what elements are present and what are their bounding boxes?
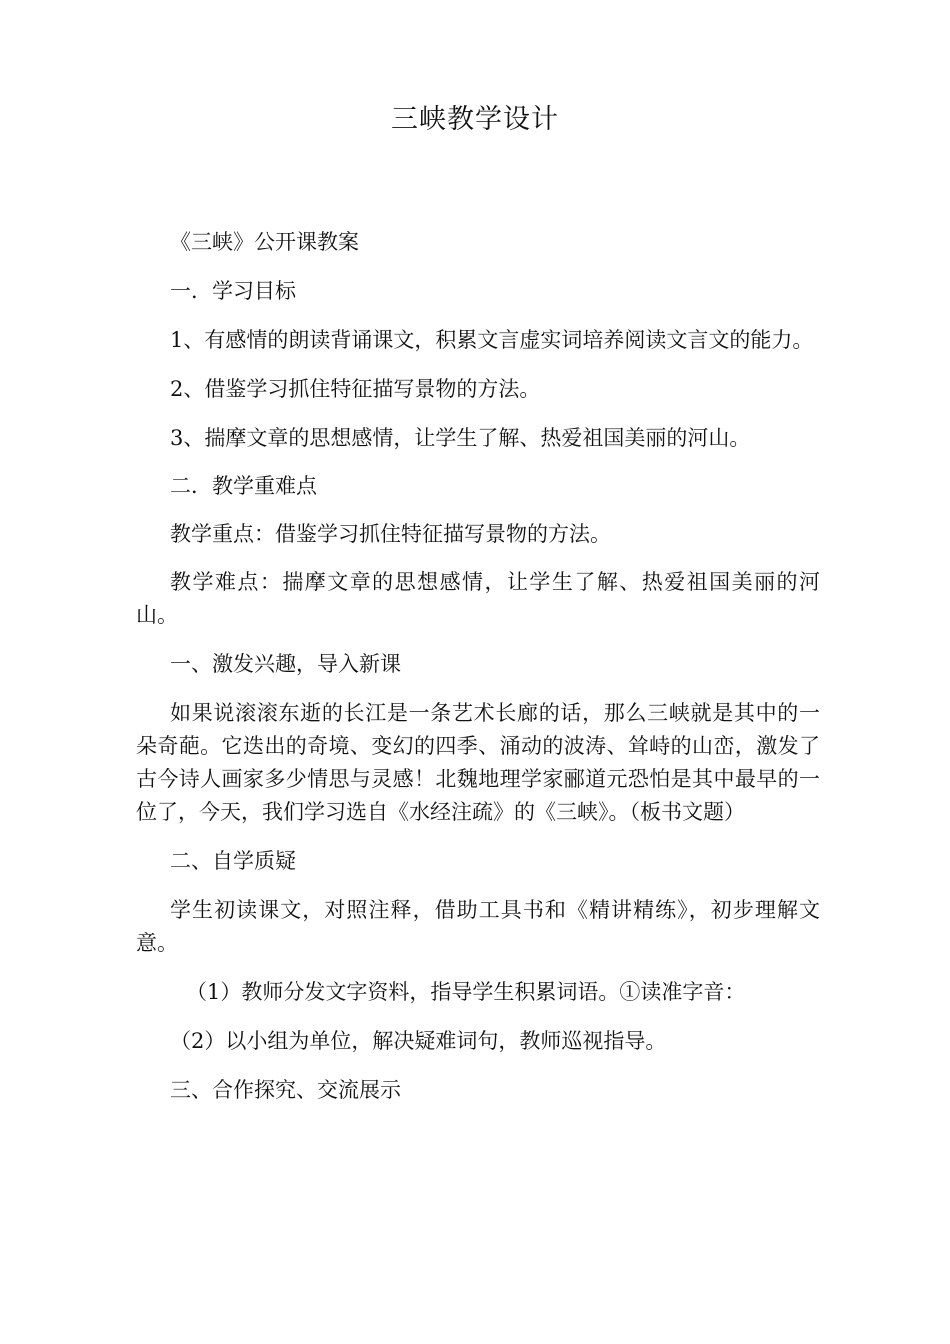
- section-heading-key-points: 二．教学重难点: [170, 474, 317, 498]
- subtitle-paragraph: 《三峡》公开课教案: [170, 230, 359, 254]
- step-heading-cooperation: 三、合作探究、交流展示: [170, 1078, 401, 1102]
- difficult-point: 教学难点：揣摩文章的思想感情，让学生了解、热爱祖国美丽的河山。: [136, 570, 820, 627]
- introduction-paragraph: 如果说滚滚东逝的长江是一条艺术长廊的话，那么三峡就是其中的一朵奇葩。它迭出的奇境、变幻的四季、涌动的波涛、耸峙的山峦，激发了古今诗人画家多少情思与灵感！北魏地理学家郦道元恐怕是其中最早的一位了，今天，我们学习选自《水经注疏》的《三峡》。（板书文题）: [136, 701, 820, 824]
- document-body: [136, 226, 820, 1107]
- self-study-paragraph: 学生初读课文，对照注释，借助工具书和《精讲精练》，初步理解文意。: [136, 898, 820, 955]
- objective-1: 1、有感情的朗读背诵课文，积累文言虚实词培养阅读文言文的能力。: [170, 328, 814, 352]
- objective-3: 3、揣摩文章的思想感情，让学生了解、热爱祖国美丽的河山。: [170, 426, 751, 450]
- step-heading-self-study: 二、自学质疑: [170, 849, 296, 873]
- self-study-item-1: （1）教师分发文字资料，指导学生积累词语。①读准字音：: [186, 980, 746, 1004]
- document-title: 三峡教学设计: [391, 104, 559, 135]
- step-heading-introduction: 一、激发兴趣，导入新课: [170, 652, 401, 676]
- objective-2: 2、借鉴学习抓住特征描写景物的方法。: [170, 377, 541, 401]
- key-point: 教学重点：借鉴学习抓住特征描写景物的方法。: [170, 522, 611, 546]
- section-heading-objectives: 一．学习目标: [170, 279, 296, 303]
- self-study-item-2: （2）以小组为单位，解决疑难词句，教师巡视指导。: [170, 1029, 667, 1053]
